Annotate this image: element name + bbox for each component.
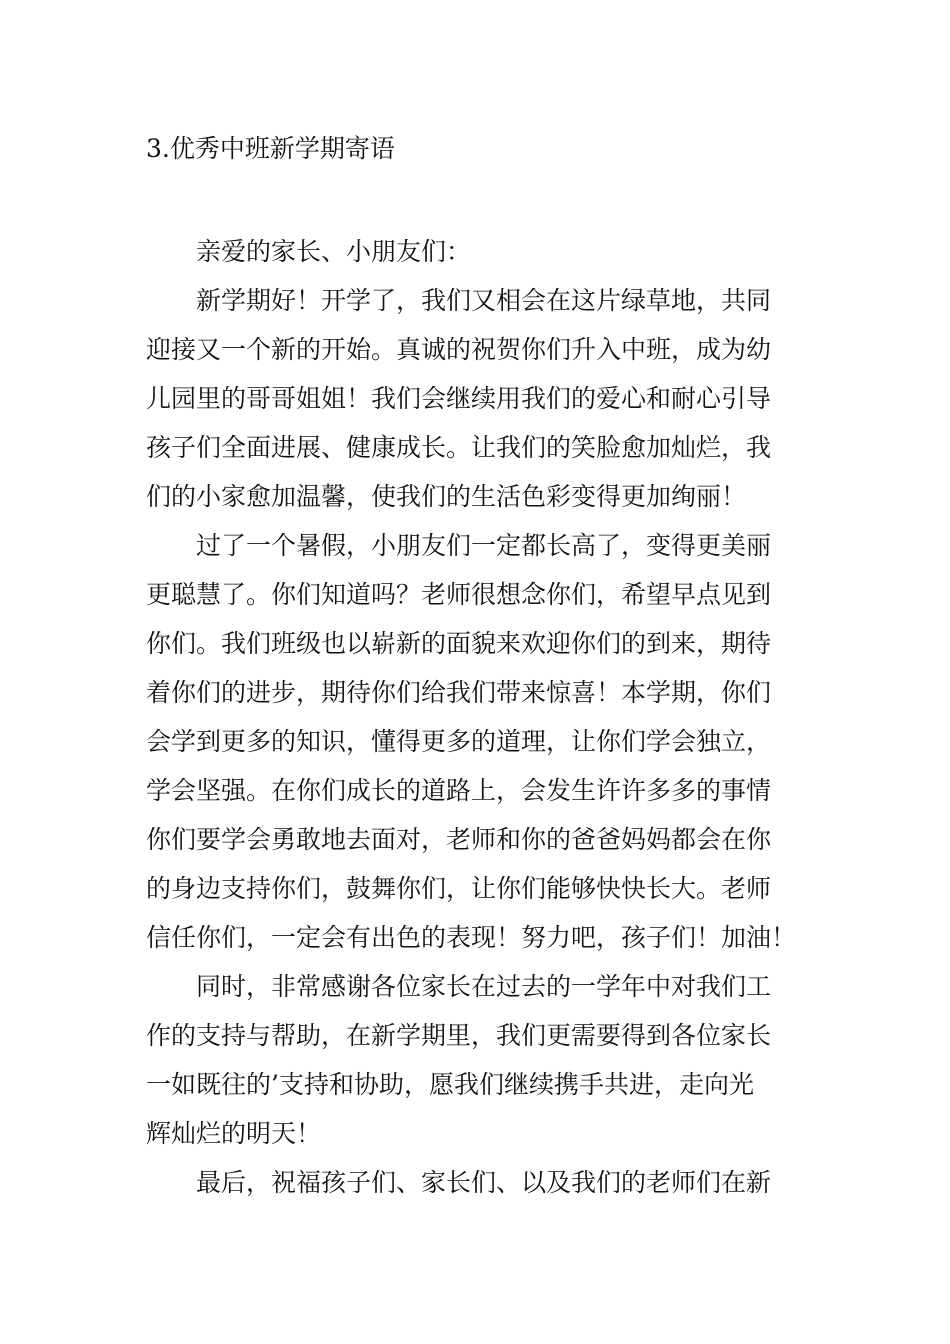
text-line: 同时，非常感谢各位家长在过去的一学年中对我们工 xyxy=(196,972,772,1001)
text-line: 你们要学会勇敢地去面对，老师和你的爸爸妈妈都会在你 xyxy=(146,825,772,854)
text-line: 儿园里的哥哥姐姐！我们会继续用我们的爱心和耐心引导 xyxy=(146,384,772,413)
text-line: 迎接又一个新的开始。真诚的祝贺你们升入中班，成为幼 xyxy=(146,335,772,364)
text-line: 一如既往的’支持和协助，愿我们继续携手共进，走向光 xyxy=(146,1070,754,1099)
document-body xyxy=(146,227,816,1207)
text-line: 过了一个暑假，小朋友们一定都长高了，变得更美丽 xyxy=(196,531,772,560)
text-line: 们的小家愈加温馨，使我们的生活色彩变得更加绚丽！ xyxy=(146,482,747,511)
document-title: 3.优秀中班新学期寄语 xyxy=(146,134,395,163)
text-line: 作的支持与帮助，在新学期里，我们更需要得到各位家长 xyxy=(146,1021,772,1050)
text-line: 更聪慧了。你们知道吗？老师很想念你们，希望早点见到 xyxy=(146,580,772,609)
text-line: 孩子们全面进展、健康成长。让我们的笑脸愈加灿烂，我 xyxy=(146,433,772,462)
text-line: 信任你们，一定会有出色的表现！努力吧，孩子们！加油！ xyxy=(146,923,797,952)
text-line: 会学到更多的知识，懂得更多的道理，让你们学会独立， xyxy=(146,727,772,756)
text-line: 新学期好！开学了，我们又相会在这片绿草地，共同 xyxy=(196,286,772,315)
text-line: 辉灿烂的明天！ xyxy=(146,1119,322,1148)
text-line: 最后，祝福孩子们、家长们、以及我们的老师们在新 xyxy=(196,1168,772,1197)
text-line: 你们。我们班级也以崭新的面貌来欢迎你们的到来，期待 xyxy=(146,629,772,658)
text-line: 亲爱的家长、小朋友们： xyxy=(196,237,472,266)
text-line: 学会坚强。在你们成长的道路上，会发生许许多多的事情 xyxy=(146,776,772,805)
text-line: 着你们的进步，期待你们给我们带来惊喜！本学期，你们 xyxy=(146,678,772,707)
text-line: 的身边支持你们，鼓舞你们，让你们能够快快长大。老师 xyxy=(146,874,772,903)
